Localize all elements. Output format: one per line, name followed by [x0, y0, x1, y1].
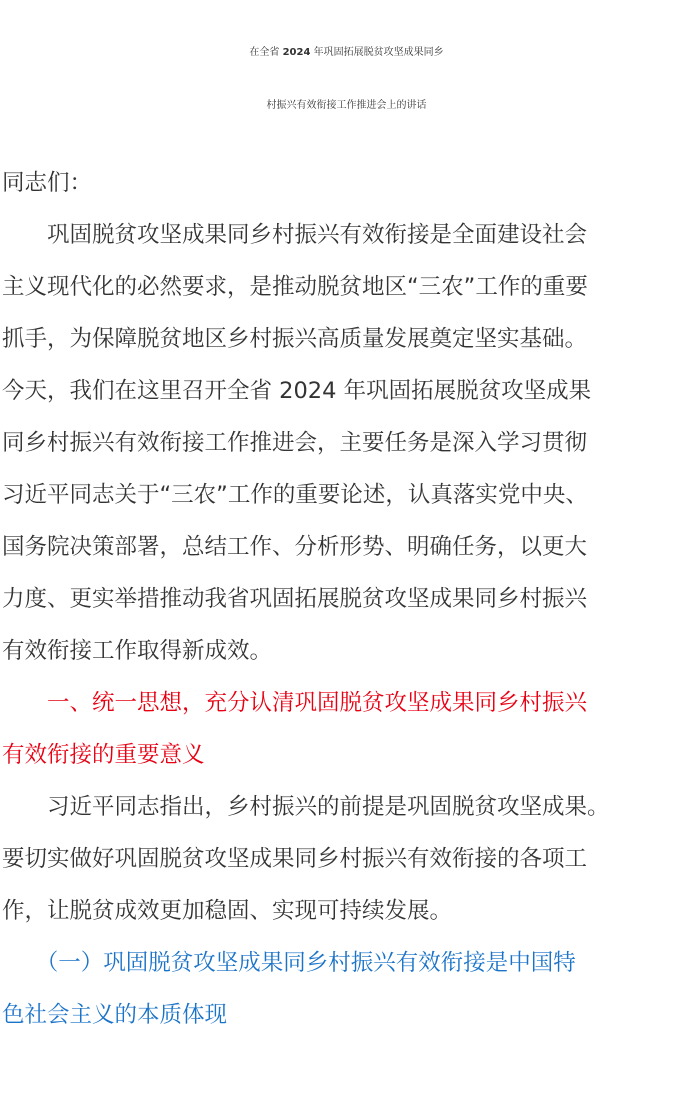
- paragraph-line: 力度、更实举措推动我省巩固拓展脱贫攻坚成果同乡村振兴: [2, 586, 588, 612]
- salutation: 同志们：: [2, 170, 93, 196]
- title-line2: 村振兴有效衔接工作推进会上的讲话: [266, 100, 427, 111]
- title-line1-rest: 年巩固拓展脱贫攻坚成果同乡: [313, 47, 444, 58]
- title-year: 2024: [282, 47, 311, 58]
- paragraph-line: 有效衔接工作取得新成效。: [2, 638, 273, 664]
- paragraph-line: 习近平同志指出，乡村振兴的前提是巩固脱贫攻坚成果。: [2, 794, 610, 820]
- paragraph-line: 巩固脱贫攻坚成果同乡村振兴有效衔接是全面建设社会: [2, 222, 588, 248]
- paragraph-line: 习近平同志关于“三农”工作的重要论述，认真落实党中央、: [2, 482, 588, 508]
- subheading-line: （一）巩固脱贫攻坚成果同乡村振兴有效衔接是中国特: [2, 950, 576, 976]
- document-title: [0, 26, 693, 80]
- paragraph-line: 同乡村振兴有效衔接工作推进会，主要任务是深入学习贯彻: [2, 430, 588, 456]
- paragraph-line: 要切实做好巩固脱贫攻坚成果同乡村振兴有效衔接的各项工: [2, 846, 588, 872]
- document-title-line2: [0, 79, 693, 133]
- paragraph-line: 主义现代化的必然要求，是推动脱贫地区“三农”工作的重要: [2, 274, 588, 300]
- paragraph-line: 国务院决策部署，总结工作、分析形势、明确任务，以更大: [2, 534, 588, 560]
- subheading-line: 色社会主义的本质体现: [2, 1002, 228, 1028]
- section-heading-line: 有效衔接的重要意义: [2, 742, 205, 768]
- paragraph-line: 抓手，为保障脱贫地区乡村振兴高质量发展奠定坚实基础。: [2, 326, 588, 352]
- title-prefix: 在全省: [249, 47, 280, 58]
- paragraph-line: 今天，我们在这里召开全省 2024 年巩固拓展脱贫攻坚成果: [2, 378, 592, 404]
- section-heading-line: 一、统一思想，充分认清巩固脱贫攻坚成果同乡村振兴: [2, 690, 588, 716]
- paragraph-line: 作，让脱贫成效更加稳固、实现可持续发展。: [2, 898, 453, 924]
